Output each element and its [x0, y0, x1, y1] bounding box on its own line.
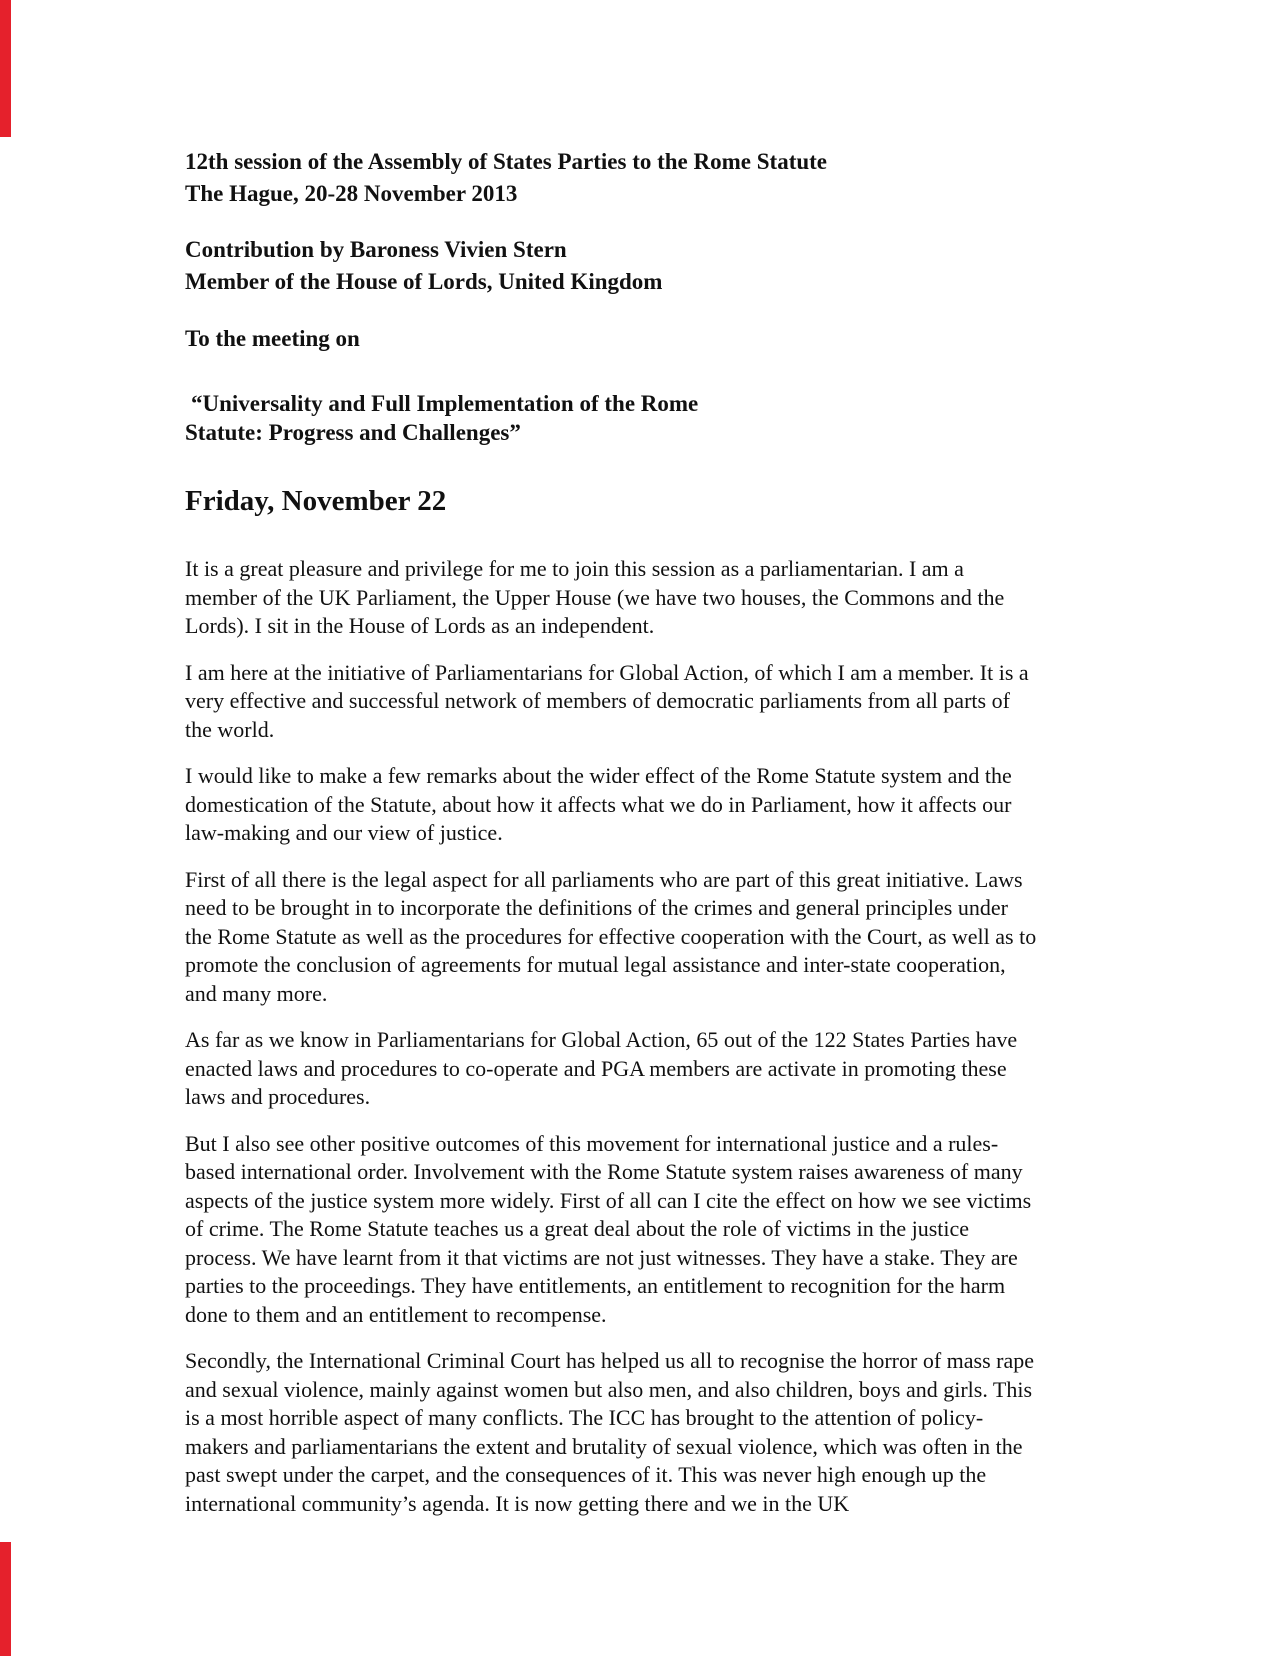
paragraph: I would like to make a few remarks about the wider effect of the Rome Statute system and the domestication of the Statute, about how it affects what we do in Parliament, how it affects our law-making and our view of justice.	[185, 763, 1012, 845]
meeting-title-line-2: Statute: Progress and Challenges”	[185, 420, 521, 445]
meeting-intro-line: To the meeting on	[185, 326, 360, 351]
paragraph: Secondly, the International Criminal Court has helped us all to recognise the horror of mass rape and sexual violence, mainly against women but also men, and also children, boys and girls. This is a most horrible aspect of many conflicts. The ICC has brought to the attention of policy-makers and parliamentarians the extent and brutality of sexual violence, which was often in the past swept under the carpet, and the consequences of it. This was never high enough up the international community’s agenda. It is now getting there and we in the UK	[185, 1348, 1035, 1516]
document-content	[185, 146, 1040, 1536]
author-header	[185, 234, 1040, 298]
session-location-date: The Hague, 20-28 November 2013	[185, 181, 518, 206]
paragraph: As far as we know in Parliamentarians for Global Action, 65 out of the 122 States Parties have enacted laws and procedures to co-operate and PGA members are activate in promoting these laws and procedures.	[185, 1027, 1018, 1109]
author-line-2: Member of the House of Lords, United Kingdom	[185, 269, 663, 294]
meeting-intro	[185, 323, 1040, 355]
author-line-1: Contribution by Baroness Vivien Stern	[185, 237, 567, 262]
scan-artifact-red-bar-top	[0, 0, 11, 137]
paragraph: First of all there is the legal aspect for all parliaments who are part of this great initiative. Laws need to be brought in to incorporate the definitions of the crimes and general principles under the Rome Statute as well as the procedures for effective cooperation with the Court, as well as to promote the conclusion of agreements for mutual legal assistance and inter-state cooperation, and many more.	[185, 866, 1037, 1006]
paragraph: But I also see other positive outcomes of this movement for international justice and a rules-based international order. Involvement with the Rome Statute system raises awareness of many aspects of the justice system more widely. First of all can I cite the effect on how we see victims of crime. The Rome Statute teaches us a great deal about the role of victims in the justice process. We have learnt from it that victims are not just witnesses. They have a stake. They are parties to the proceedings. They have entitlements, an entitlement to recognition for the harm done to them and an entitlement to recompense.	[185, 1130, 1032, 1327]
paragraph: I am here at the initiative of Parliamentarians for Global Action, of which I am a member. It is a very effective and successful network of members of democratic parliaments from all parts of the world.	[185, 659, 1029, 742]
meeting-title	[185, 389, 1040, 447]
scan-artifact-red-bar-bottom	[0, 1542, 11, 1656]
speech-body	[185, 555, 1040, 1518]
session-title: 12th session of the Assembly of States Parties to the Rome Statute	[185, 149, 828, 174]
meeting-title-line-1: “Universality and Full Implementation of the Rome	[191, 391, 699, 416]
paragraph: It is a great pleasure and privilege for me to join this session as a parliamentarian. I am a member of the UK Parliament, the Upper House (we have two houses, the Commons and the Lords). I sit in the House of Lords as an independent.	[185, 556, 1005, 638]
session-header	[185, 146, 1040, 210]
date-heading: Friday, November 22	[185, 485, 447, 517]
